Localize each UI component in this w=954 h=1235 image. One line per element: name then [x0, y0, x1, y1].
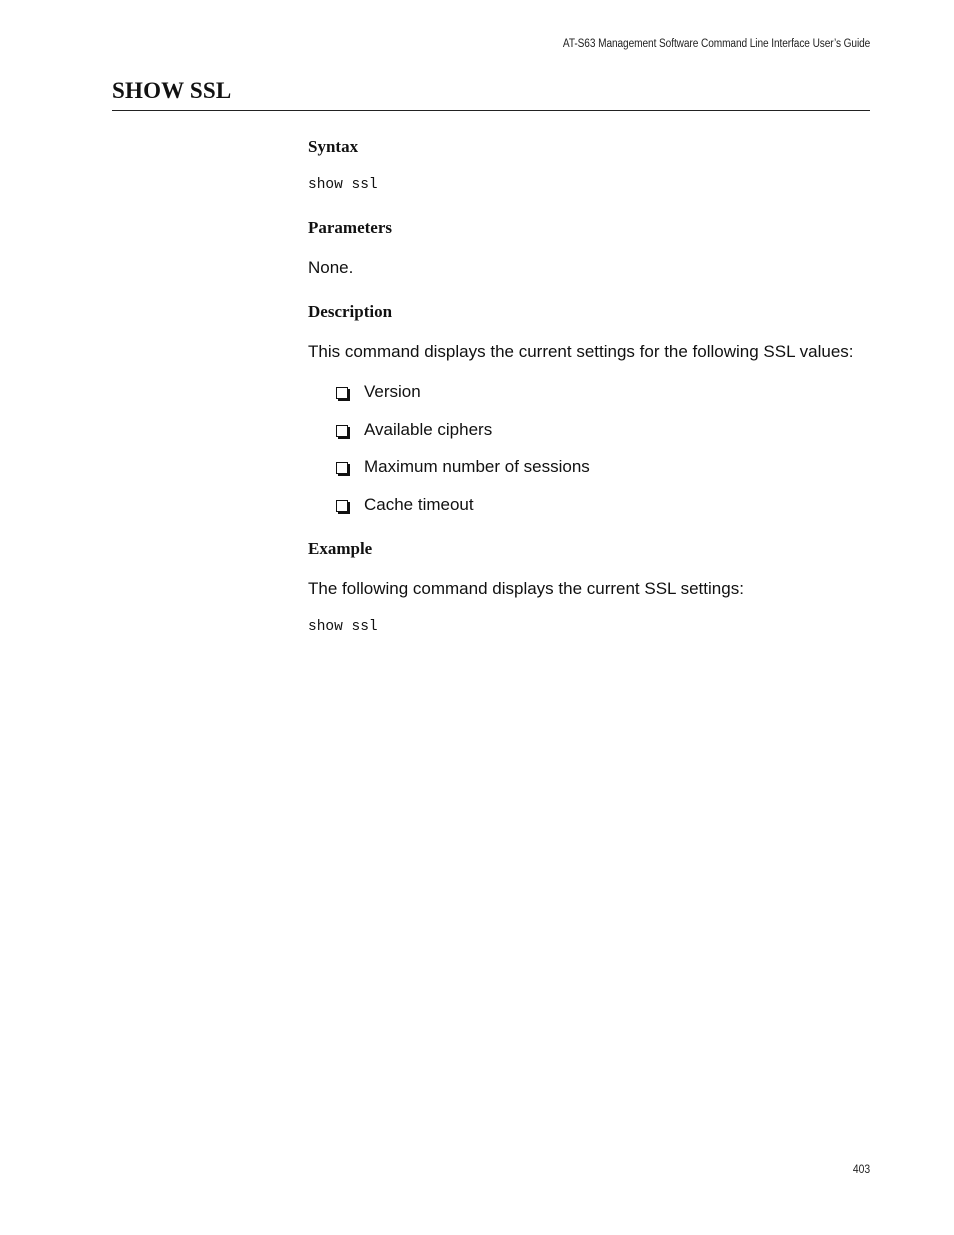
checkbox-bullet-icon [336, 387, 348, 399]
parameters-heading: Parameters [308, 218, 393, 237]
list-item-label: Available ciphers [364, 420, 493, 439]
list-item [336, 495, 474, 515]
list-item-label: Version [364, 382, 421, 401]
parameters-text: None. [308, 258, 354, 277]
example-code: show ssl [308, 619, 378, 635]
page-number: 403 [852, 1164, 870, 1176]
checkbox-bullet-icon [336, 425, 348, 437]
example-text: The following command displays the current SSL settings: [308, 579, 744, 598]
page-title: SHOW SSL [112, 78, 232, 103]
checkbox-bullet-icon [336, 500, 348, 512]
running-header: AT-S63 Management Software Command Line Interface User’s Guide [562, 38, 870, 50]
list-item-label: Cache timeout [364, 495, 474, 514]
checkbox-bullet-icon [336, 462, 348, 474]
example-heading: Example [308, 539, 373, 558]
syntax-code: show ssl [308, 177, 378, 193]
description-text: This command displays the current settings for the following SSL values: [308, 342, 854, 361]
syntax-heading: Syntax [308, 137, 359, 156]
description-heading: Description [308, 302, 393, 321]
list-item-label: Maximum number of sessions [364, 457, 590, 476]
list-item [336, 382, 421, 402]
title-divider [112, 110, 870, 111]
list-item [336, 457, 590, 477]
list-item [336, 420, 492, 440]
